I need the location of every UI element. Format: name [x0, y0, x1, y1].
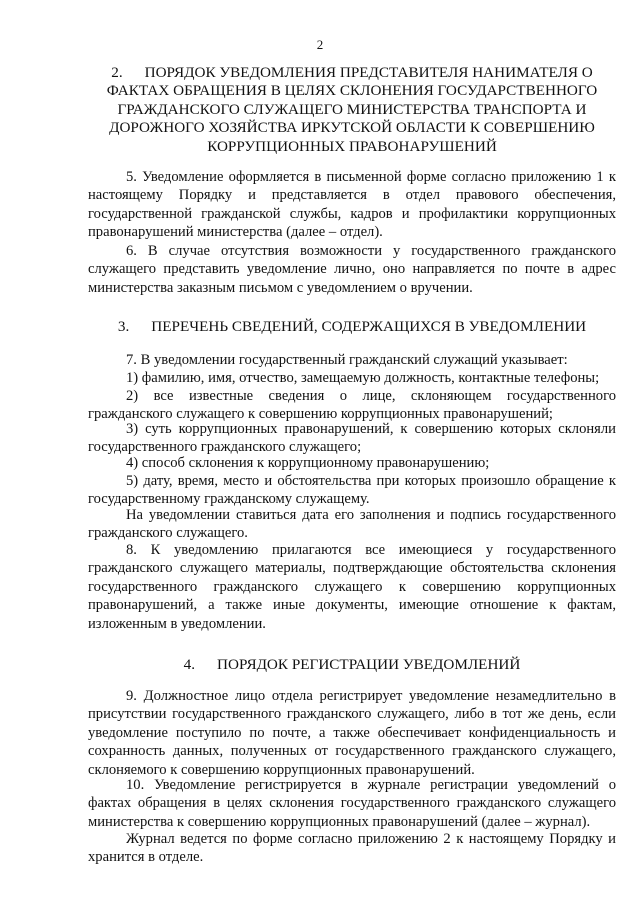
- section-title: ПОРЯДОК РЕГИСТРАЦИИ УВЕДОМЛЕНИЙ: [217, 656, 521, 673]
- paragraph-8: 8. К уведомлению прилагаются все имеющиеся у государственного гражданского служащего материалы, подтверждающие обстоятельства склонения государственного гражданского служащего к совершению коррупционных правонарушений, а также иные документы, имеющие отношение к фактам, изложенным в уведомлении.: [88, 542, 616, 632]
- section-3-heading: [88, 318, 616, 336]
- section-2-heading: [88, 64, 616, 156]
- paragraph-7: 7. В уведомлении государственный гражданский служащий указывает:: [126, 352, 568, 368]
- section-number: 2.: [111, 64, 123, 81]
- page-number: 2: [316, 37, 324, 52]
- section-title: ПОРЯДОК УВЕДОМЛЕНИЯ ПРЕДСТАВИТЕЛЯ НАНИМАТЕЛЯ О ФАКТАХ ОБРАЩЕНИЯ В ЦЕЛЯХ СКЛОНЕНИЯ ГОСУДАРСТВЕННОГО ГРАЖДАНСКОГО СЛУЖАЩЕГО МИНИСТЕРСТВА ТРАНСПОРТА И ДОРОЖНОГО ХОЗЯЙСТВА ИРКУТСКОЙ ОБЛАСТИ К СОВЕРШЕНИЮ КОРРУПЦИОННЫХ ПРАВОНАРУШЕНИЙ: [106, 64, 598, 155]
- paragraph-5: 5. Уведомление оформляется в письменной форме согласно приложению 1 к настоящему Порядку и представляется в отдел правового обеспечения, государственной гражданской службы, кадров и профилактики коррупционных правонарушений министерства (далее – отдел).: [88, 169, 616, 241]
- list-item-2: 2) все известные сведения о лице, склоняющем государственного гражданского служащего к совершению коррупционных правонарушений;: [88, 388, 616, 423]
- list-item-3: 3) суть коррупционных правонарушений, к совершению которых склоняли государственного гражданского служащего;: [88, 421, 616, 456]
- section-4-heading: [88, 656, 616, 674]
- paragraph-journal: Журнал ведется по форме согласно приложению 2 к настоящему Порядку и хранится в отделе.: [88, 831, 616, 866]
- paragraph-10: 10. Уведомление регистрируется в журнале регистрации уведомлений о фактах обращения в целях склонения государственного гражданского служащего министерства к совершению коррупционных правонарушений (далее – журнал).: [88, 777, 616, 830]
- section-title: ПЕРЕЧЕНЬ СВЕДЕНИЙ, СОДЕРЖАЩИХСЯ В УВЕДОМЛЕНИИ: [151, 318, 587, 335]
- paragraph-6: 6. В случае отсутствия возможности у государственного гражданского служащего представить уведомление лично, оно направляется по почте в адрес министерства заказным письмом с уведомлением о вручении.: [88, 243, 616, 296]
- section-number: 4.: [183, 656, 196, 673]
- list-item-5: 5) дату, время, место и обстоятельства при которых произошло обращение к государственному гражданскому служащему.: [88, 473, 616, 508]
- paragraph-9: 9. Должностное лицо отдела регистрирует уведомление незамедлительно в присутствии государственного гражданского служащего, либо в тот же день, если уведомление поступило по почте, а также обеспечивает конфиденциальность и сохранность данных, полученных от государственного гражданского служащего, склоняемого к совершению коррупционных правонарушений.: [88, 688, 616, 778]
- paragraph-date-signature: На уведомлении ставиться дата его заполнения и подпись государственного гражданского служащего.: [88, 507, 616, 542]
- section-number: 3.: [117, 318, 130, 335]
- list-item-1: 1) фамилию, имя, отчество, замещаемую должность, контактные телефоны;: [126, 370, 600, 386]
- list-item-4: 4) способ склонения к коррупционному правонарушению;: [126, 455, 490, 471]
